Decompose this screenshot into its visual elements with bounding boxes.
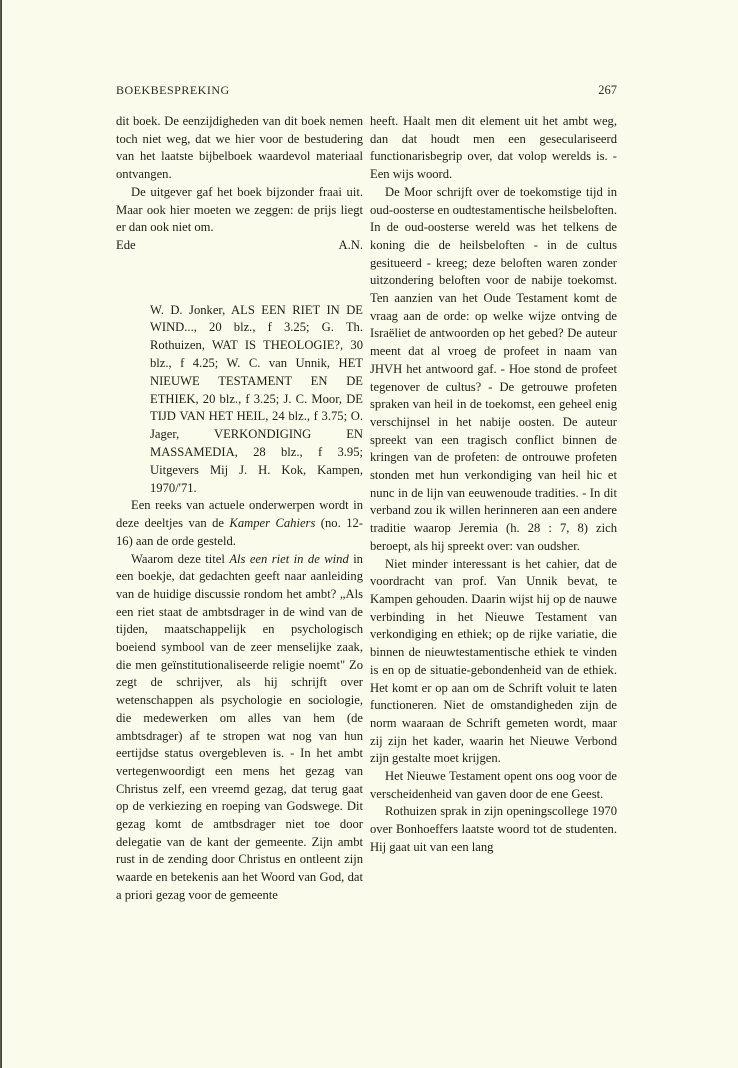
right-paragraph-1: heeft. Haalt men dit element uit het ambt weg, dan dat houdt men een geseculariseerd functionarisbegrip over, dat volop werelds is. - Een wijs woord.: [370, 114, 617, 182]
left-column: [116, 113, 363, 905]
right-paragraph-5: Rothuizen sprak in zijn openingscollege 1970 over Bonhoeffers laatste woord tot de studenten. Hij gaat uit van een lang: [370, 804, 617, 854]
left-paragraph-4-start: Waarom deze titel: [131, 551, 230, 566]
review-signoff: [116, 237, 363, 255]
left-paragraph-4: [116, 551, 363, 905]
page-number: 267: [598, 83, 617, 97]
right-paragraph-3: Niet minder interessant is het cahier, dat de voordracht van prof. Van Unnik bevat, te Kampen gehouden. Daarin wijst hij op de nauwe verbinding in het Nieuwe Testament van verkondiging en ethiek; op de rijke variatie, die binnen de nieuwtestamentische ethiek te vinden is en op de situatie-gebondenheid van de ethiek. Het komt er op aan om de Schrift voluit te laten functioneren. Niet de omstandigheden zijn de norm waaraan de Schrift gemeten wordt, maar zij zijn het kader, waarin het Nieuwe Verbond zijn gestalte moet krijgen.: [370, 556, 617, 766]
right-paragraph-4: Het Nieuwe Testament opent ons oog voor de verscheidenheid van gaven door de ene Geest.: [370, 769, 617, 801]
running-head: BOEKBESPREKING: [116, 83, 230, 97]
left-paragraph-3-start: Een reeks van actuele onderwerpen wordt in deze deeltjes van de: [116, 498, 363, 531]
right-paragraph-2: De Moor schrijft over de toekomstige tijd in oud-oosterse en oudtestamentische heilsbeloften. In de oud-oosterse wereld was het telkens de koning die de heilsbeloften - in de cultus gesitueerd - kreeg; deze beloften waren zonder uitzondering beloften voor de nabije toekomst. Ten aanzien van het Oude Testament komt de vraag aan de orde: op welke wijze ontving de Israëliet de antwoorden op het gebed? De auteur meent dat al vroeg de profeet in naam van JHVH het antwoord gaf. - Hoe stond de profeet tegenover de cultus? - De getrouwe profeten spraken van heil in de toekomst, een geheel enig verschijnsel in het nabije oosten. De auteur spreekt van een tragisch conflict binnen de kringen van de profeten: de ontrouwe profeten stonden met hun verkondiging van heil hic et nunc in de lijn van eeuwenoude tradities. - In dit verband zou ik willen herinneren aan een andere traditie waarop Jeremia (h. 28 : 7, 8) zich beroept, als hij spreekt over: van oudsher.: [370, 184, 617, 553]
signoff-place: Ede: [116, 237, 136, 252]
bibliographic-entry: [150, 302, 363, 498]
left-paragraph-4-end: in een boekje, dat gedachten geeft naar aanleiding van de huidige discussie rondom het ambt? „Als een riet staat de ambtsdrager in de wind van de tijden, maatschappelijk en psychologisch boeiend symbool van de zeer menselijke zaak, die men geïnstitutionaliseerde religie noemt" Zo zegt de schrijver, als hij schrijft over wetenschappen als psychologie en sociologie, die medewerken om alles van hem (de ambtsdrager) af te stropen wat nog van hun eertijdse status overgebleven is. - In het ambt vertegenwoordigt een mens het gezag van Christus zelf, een vreemd gezag, dat terug gaat op de verkiezing en roeping van Godswege. Dit gezag komt de amtbsdrager niet toe door delegatie van de kant der gemeente. Zijn ambt rust in de zending door Christus en ontleent zijn waarde en betekenis aan het Woord van God, dat a priori gezag voor de gemeente: [116, 551, 363, 902]
left-paragraph-2: De uitgever gaf het boek bijzonder fraai uit. Maar ook hier moeten we zeggen: de prijs liegt er dan ook niet om.: [116, 184, 363, 235]
left-paragraph-3-end: (no. 12-16) aan de orde gesteld.: [116, 516, 363, 548]
book-title-italic: Als een riet in de wind: [229, 551, 349, 566]
page-edge-shadow: [1, 0, 2, 1068]
signoff-initials: A.N.: [338, 237, 363, 252]
left-paragraph-3: [116, 497, 363, 550]
right-column: [370, 113, 617, 857]
series-title-italic: Kamper Cahiers: [229, 516, 316, 531]
left-paragraph-1: dit boek. De eenzijdigheden van dit boek nemen toch niet weg, dat we hier voor de bestudering van het laatste bijbelboek waardevol materiaal ontvangen.: [116, 114, 363, 182]
bibliography-text: W. D. Jonker, ALS EEN RIET IN DE WIND..., 20 blz., f 3.25; G. Th. Rothuizen, WAT IS THEOLOGIE?, 30 blz., f 4.25; W. C. van Unnik, HET NIEUWE TESTAMENT EN DE ETHIEK, 20 blz., f 3.25; J. C. Moor, DE TIJD VAN HET HEIL, 24 blz., f 3.75; O. Jager, VERKONDIGING EN MASSAMEDIA, 28 blz., f 3.95; Uitgevers Mij J. H. Kok, Kampen, 1970/'71.: [150, 302, 363, 495]
